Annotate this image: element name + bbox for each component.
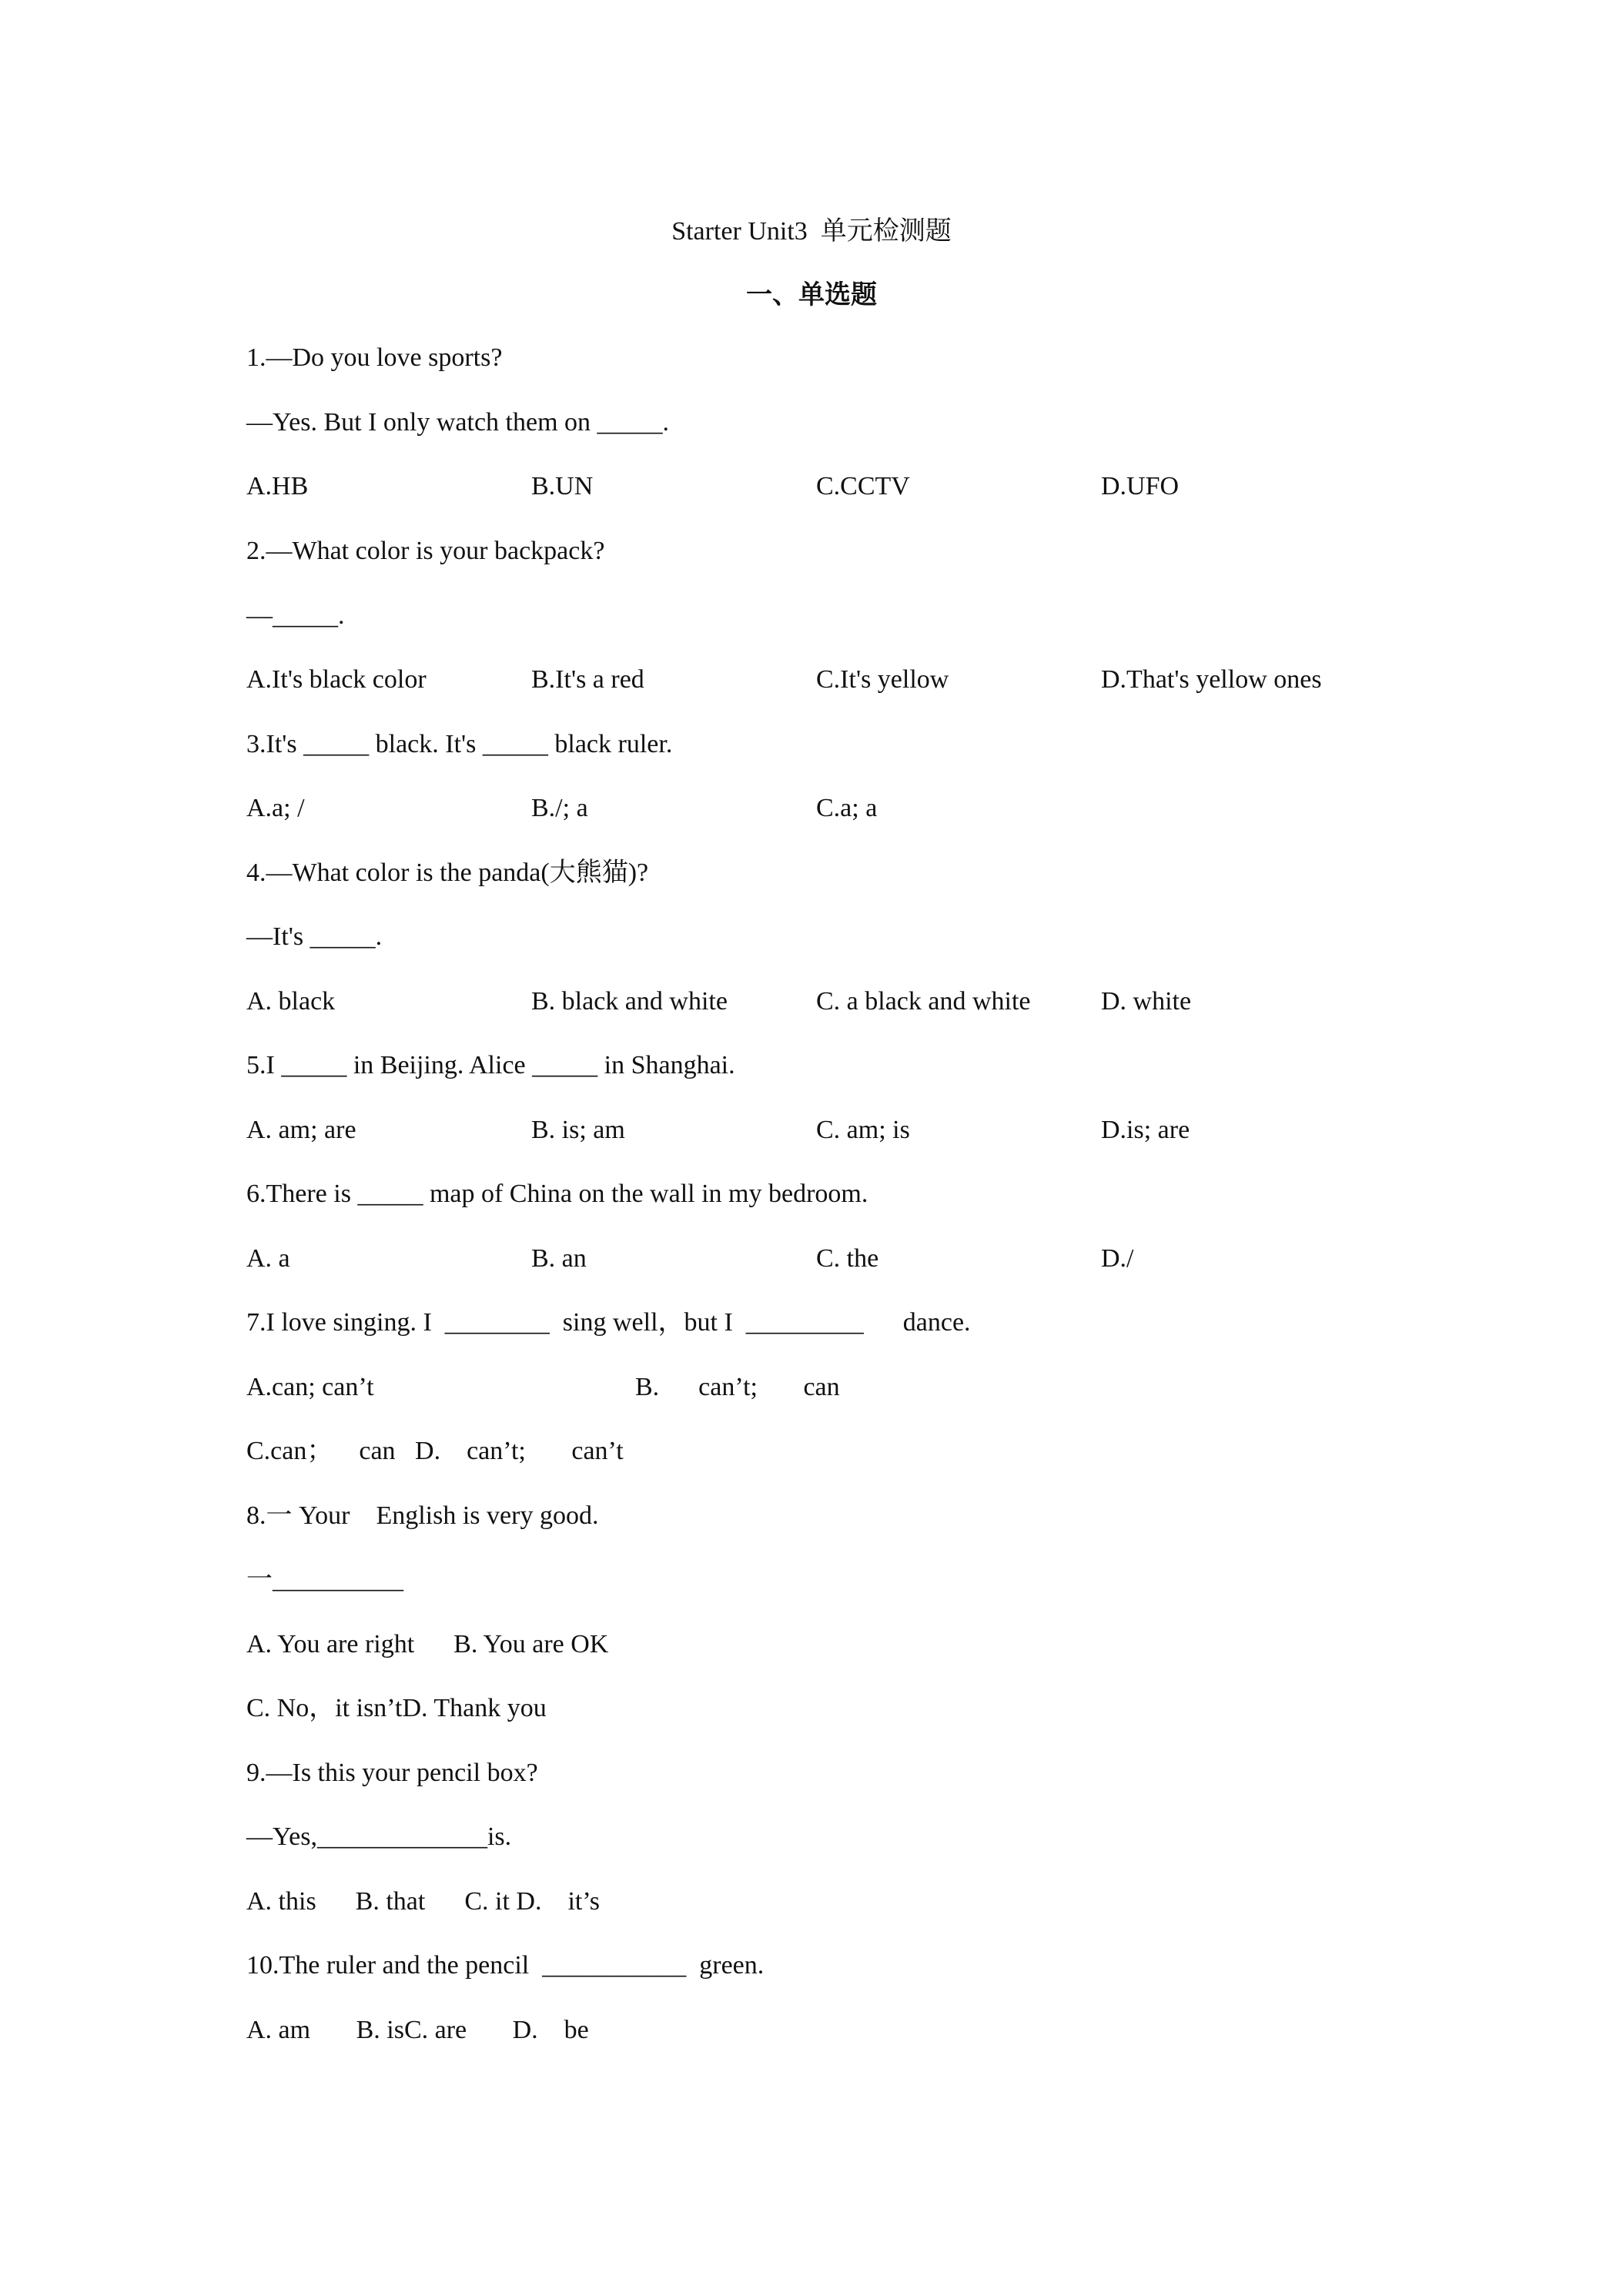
q5-option-c: C. am; is xyxy=(816,1116,910,1144)
question-6-stem: 6.There is _____ map of China on the wall in my bedroom. xyxy=(246,1180,868,1208)
q7-option-a: A.can; can’t xyxy=(246,1373,374,1401)
question-2-stem: 2.—What color is your backpack? xyxy=(246,537,605,565)
q1-option-b: B.UN xyxy=(531,472,594,500)
q1-option-c: C.CCTV xyxy=(816,472,910,500)
q5-option-b: B. is; am xyxy=(531,1116,625,1144)
q2-option-a: A.It's black color xyxy=(246,665,427,694)
q3-option-a: A.a; / xyxy=(246,794,305,822)
q4-option-d: D. white xyxy=(1101,987,1192,1016)
question-4-dialog: —It's _____. xyxy=(246,922,383,951)
question-10-stem: 10.The ruler and the pencil ___________ green. xyxy=(246,1951,765,1980)
q5-option-a: A. am; are xyxy=(246,1116,356,1144)
q1-option-d: D.UFO xyxy=(1101,472,1180,500)
q10-options: A. am B. isC. are D. be xyxy=(246,2016,589,2044)
question-5-stem: 5.I _____ in Beijing. Alice _____ in Shanghai. xyxy=(246,1051,735,1079)
q3-option-c: C.a; a xyxy=(816,794,878,822)
q6-option-a: A. a xyxy=(246,1244,290,1273)
q7-option-b: B. can’t; can xyxy=(635,1373,840,1401)
q8-option-ab: A. You are right B. You are OK xyxy=(246,1630,609,1658)
section-heading: 一、单选题 xyxy=(746,281,877,310)
q6-option-b: B. an xyxy=(531,1244,587,1273)
q2-option-b: B.It's a red xyxy=(531,665,644,694)
question-3-stem: 3.It's _____ black. It's _____ black ruler. xyxy=(246,730,673,758)
question-9-dialog: —Yes,_____________is. xyxy=(246,1822,512,1851)
question-4-stem: 4.—What color is the panda(大熊猫)? xyxy=(246,858,649,887)
q1-option-a: A.HB xyxy=(246,472,309,500)
q4-option-a: A. black xyxy=(246,987,336,1016)
question-7-stem: 7.I love singing. I ________ sing well，but I _________ dance. xyxy=(246,1308,971,1337)
q6-option-d: D./ xyxy=(1101,1244,1134,1273)
question-8-dialog: 一__________ xyxy=(246,1565,403,1594)
question-9-stem: 9.—Is this your pencil box? xyxy=(246,1759,538,1787)
question-1-stem: 1.—Do you love sports? xyxy=(246,343,503,372)
q6-option-c: C. the xyxy=(816,1244,879,1273)
q5-option-d: D.is; are xyxy=(1101,1116,1190,1144)
q4-option-b: B. black and white xyxy=(531,987,728,1016)
q2-option-c: C.It's yellow xyxy=(816,665,949,694)
question-8-stem: 8.一 Your English is very good. xyxy=(246,1501,599,1530)
q4-option-c: C. a black and white xyxy=(816,987,1031,1016)
q8-option-cd: C. No，it isn’tD. Thank you xyxy=(246,1694,547,1722)
question-2-dialog: —_____. xyxy=(246,601,345,630)
q2-option-d: D.That's yellow ones xyxy=(1101,665,1322,694)
document-title: Starter Unit3 单元检测题 xyxy=(671,217,952,246)
q7-option-cd: C.can； can D. can’t; can’t xyxy=(246,1437,624,1465)
q3-option-b: B./; a xyxy=(531,794,588,822)
question-1-dialog: —Yes. But I only watch them on _____. xyxy=(246,408,670,437)
q9-options: A. this B. that C. it D. it’s xyxy=(246,1887,601,1916)
